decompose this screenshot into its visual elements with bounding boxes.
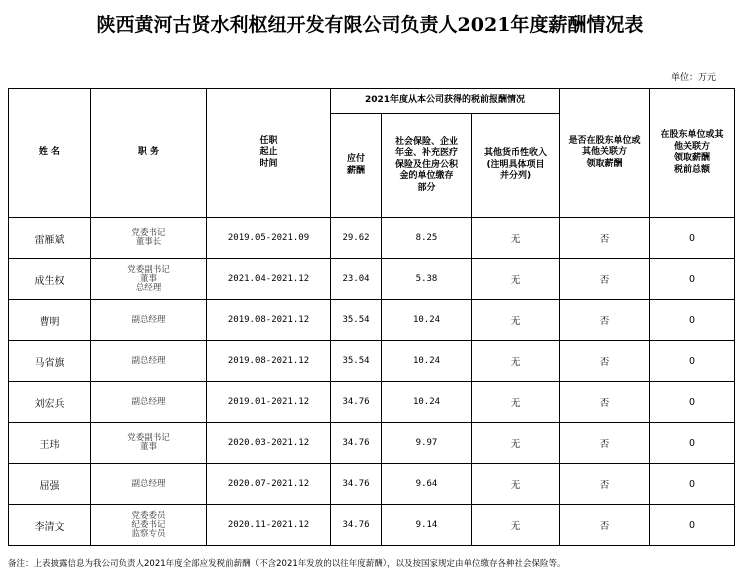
header-insurance-line: 年金、补充医疗 <box>394 148 458 159</box>
header-salary-line: 应付 <box>346 154 365 164</box>
cell-insurance: 9.97 <box>382 423 472 464</box>
cell-name: 成生权 <box>9 259 91 300</box>
cell-insurance: 8.25 <box>382 218 472 259</box>
cell-insurance: 10.24 <box>382 341 472 382</box>
cell-other: 无 <box>472 300 560 341</box>
cell-related: 0 <box>650 341 735 382</box>
header-term <box>207 89 331 218</box>
cell-other: 无 <box>472 423 560 464</box>
header-insurance-line: 保险及住房公积 <box>394 159 458 170</box>
cell-salary: 29.62 <box>331 218 382 259</box>
cell-related: 0 <box>650 423 735 464</box>
position-line: 董事 <box>139 442 157 452</box>
position-line: 副总经理 <box>131 478 166 489</box>
header-insurance-line: 部分 <box>417 182 436 193</box>
cell-insurance: 5.38 <box>382 259 472 300</box>
cell-salary: 35.54 <box>331 341 382 382</box>
cell-term: 2020.03-2021.12 <box>207 423 331 464</box>
cell-term: 2019.08-2021.12 <box>207 300 331 341</box>
header-salary-line: 薪酬 <box>346 165 365 176</box>
header-shareholder-line: 领取薪酬 <box>586 158 623 169</box>
cell-name: 王玮 <box>9 423 91 464</box>
cell-shareholder: 否 <box>560 259 650 300</box>
cell-term: 2019.01-2021.12 <box>207 382 331 423</box>
position-line: 副总经理 <box>131 355 166 366</box>
table-row <box>9 382 735 423</box>
header-shareholder <box>560 89 650 218</box>
page-title: 陕西黄河古贤水利枢纽开发有限公司负责人2021年度薪酬情况表 <box>96 14 644 36</box>
header-other <box>472 114 560 218</box>
table-row <box>9 218 735 259</box>
cell-term: 2019.05-2021.09 <box>207 218 331 259</box>
header-related-line: 在股东单位或其 <box>660 130 724 140</box>
cell-salary: 34.76 <box>331 505 382 546</box>
position-line: 党委副书记 <box>127 433 170 443</box>
position-line: 党委书记 <box>131 228 166 238</box>
cell-shareholder: 否 <box>560 382 650 423</box>
header-term-line: 任职 <box>259 135 278 146</box>
cell-related: 0 <box>650 382 735 423</box>
table-row <box>9 259 735 300</box>
position-line: 董事长 <box>135 237 162 247</box>
header-salary <box>331 114 382 218</box>
position-line: 董事 <box>139 273 157 284</box>
cell-other: 无 <box>472 341 560 382</box>
cell-related: 0 <box>650 259 735 300</box>
cell-other: 无 <box>472 259 560 300</box>
header-group: 2021年度从本公司获得的税前报酬情况 <box>331 89 560 114</box>
cell-related: 0 <box>650 300 735 341</box>
position-line: 党委委员 <box>131 510 166 521</box>
header-other-line: (注明具体项目 <box>486 159 545 170</box>
cell-position <box>91 341 207 382</box>
cell-related: 0 <box>650 505 735 546</box>
cell-insurance: 10.24 <box>382 300 472 341</box>
table-row <box>9 505 735 546</box>
header-insurance-line: 社会保险、企业 <box>394 136 458 147</box>
cell-position <box>91 423 207 464</box>
cell-name: 马省旗 <box>9 341 91 382</box>
cell-term: 2021.04-2021.12 <box>207 259 331 300</box>
footnote: 备注：上表披露信息为我公司负责人2021年度全部应发税前薪酬（不含2021年发放的以往年度薪酬），以及按国家规定由单位缴存各种社会保险等。 <box>8 559 566 569</box>
cell-other: 无 <box>472 382 560 423</box>
cell-shareholder: 否 <box>560 300 650 341</box>
cell-term: 2020.07-2021.12 <box>207 464 331 505</box>
header-insurance <box>382 114 472 218</box>
cell-name: 屈强 <box>9 464 91 505</box>
cell-name: 李清文 <box>9 505 91 546</box>
table-row <box>9 464 735 505</box>
cell-shareholder: 否 <box>560 341 650 382</box>
position-line: 党委副书记 <box>127 264 170 275</box>
cell-other: 无 <box>472 464 560 505</box>
cell-salary: 34.76 <box>331 464 382 505</box>
header-name: 姓 名 <box>9 89 91 218</box>
cell-salary: 34.76 <box>331 423 382 464</box>
header-other-line: 其他货币性收入 <box>483 148 547 159</box>
header-related-line: 领取薪酬 <box>673 153 710 163</box>
cell-insurance: 9.64 <box>382 464 472 505</box>
cell-salary: 35.54 <box>331 300 382 341</box>
cell-other: 无 <box>472 505 560 546</box>
header-related-line: 税前总额 <box>673 164 710 175</box>
cell-salary: 34.76 <box>331 382 382 423</box>
position-line: 总经理 <box>135 282 162 293</box>
header-position: 职 务 <box>91 89 207 218</box>
position-line: 纪委书记 <box>131 519 166 530</box>
cell-shareholder: 否 <box>560 218 650 259</box>
cell-insurance: 9.14 <box>382 505 472 546</box>
header-insurance-line: 金的单位缴存 <box>399 171 454 182</box>
cell-name: 雷雁斌 <box>9 218 91 259</box>
header-term-line: 起止 <box>259 147 278 158</box>
cell-other: 无 <box>472 218 560 259</box>
unit-label: 单位：万元 <box>670 73 716 83</box>
table-row <box>9 423 735 464</box>
cell-insurance: 10.24 <box>382 382 472 423</box>
position-line: 副总经理 <box>131 314 166 325</box>
header-shareholder-line: 是否在股东单位或 <box>568 135 641 146</box>
position-line: 监察专员 <box>131 528 166 539</box>
cell-shareholder: 否 <box>560 464 650 505</box>
salary-table <box>8 88 735 546</box>
cell-position <box>91 218 207 259</box>
header-related-line: 他关联方 <box>673 141 710 152</box>
cell-related: 0 <box>650 464 735 505</box>
cell-position <box>91 505 207 546</box>
cell-position <box>91 382 207 423</box>
header-shareholder-line: 其他关联方 <box>581 147 627 158</box>
header-other-line: 并分列) <box>499 171 532 182</box>
cell-shareholder: 否 <box>560 505 650 546</box>
table-row <box>9 341 735 382</box>
table-row <box>9 300 735 341</box>
cell-term: 2020.11-2021.12 <box>207 505 331 546</box>
cell-name: 曹明 <box>9 300 91 341</box>
header-term-line: 时间 <box>259 158 278 169</box>
cell-related: 0 <box>650 218 735 259</box>
cell-shareholder: 否 <box>560 423 650 464</box>
cell-salary: 23.04 <box>331 259 382 300</box>
position-line: 副总经理 <box>131 396 166 407</box>
cell-name: 刘宏兵 <box>9 382 91 423</box>
cell-position <box>91 259 207 300</box>
cell-term: 2019.08-2021.12 <box>207 341 331 382</box>
header-related <box>650 89 735 218</box>
cell-position <box>91 464 207 505</box>
cell-position <box>91 300 207 341</box>
